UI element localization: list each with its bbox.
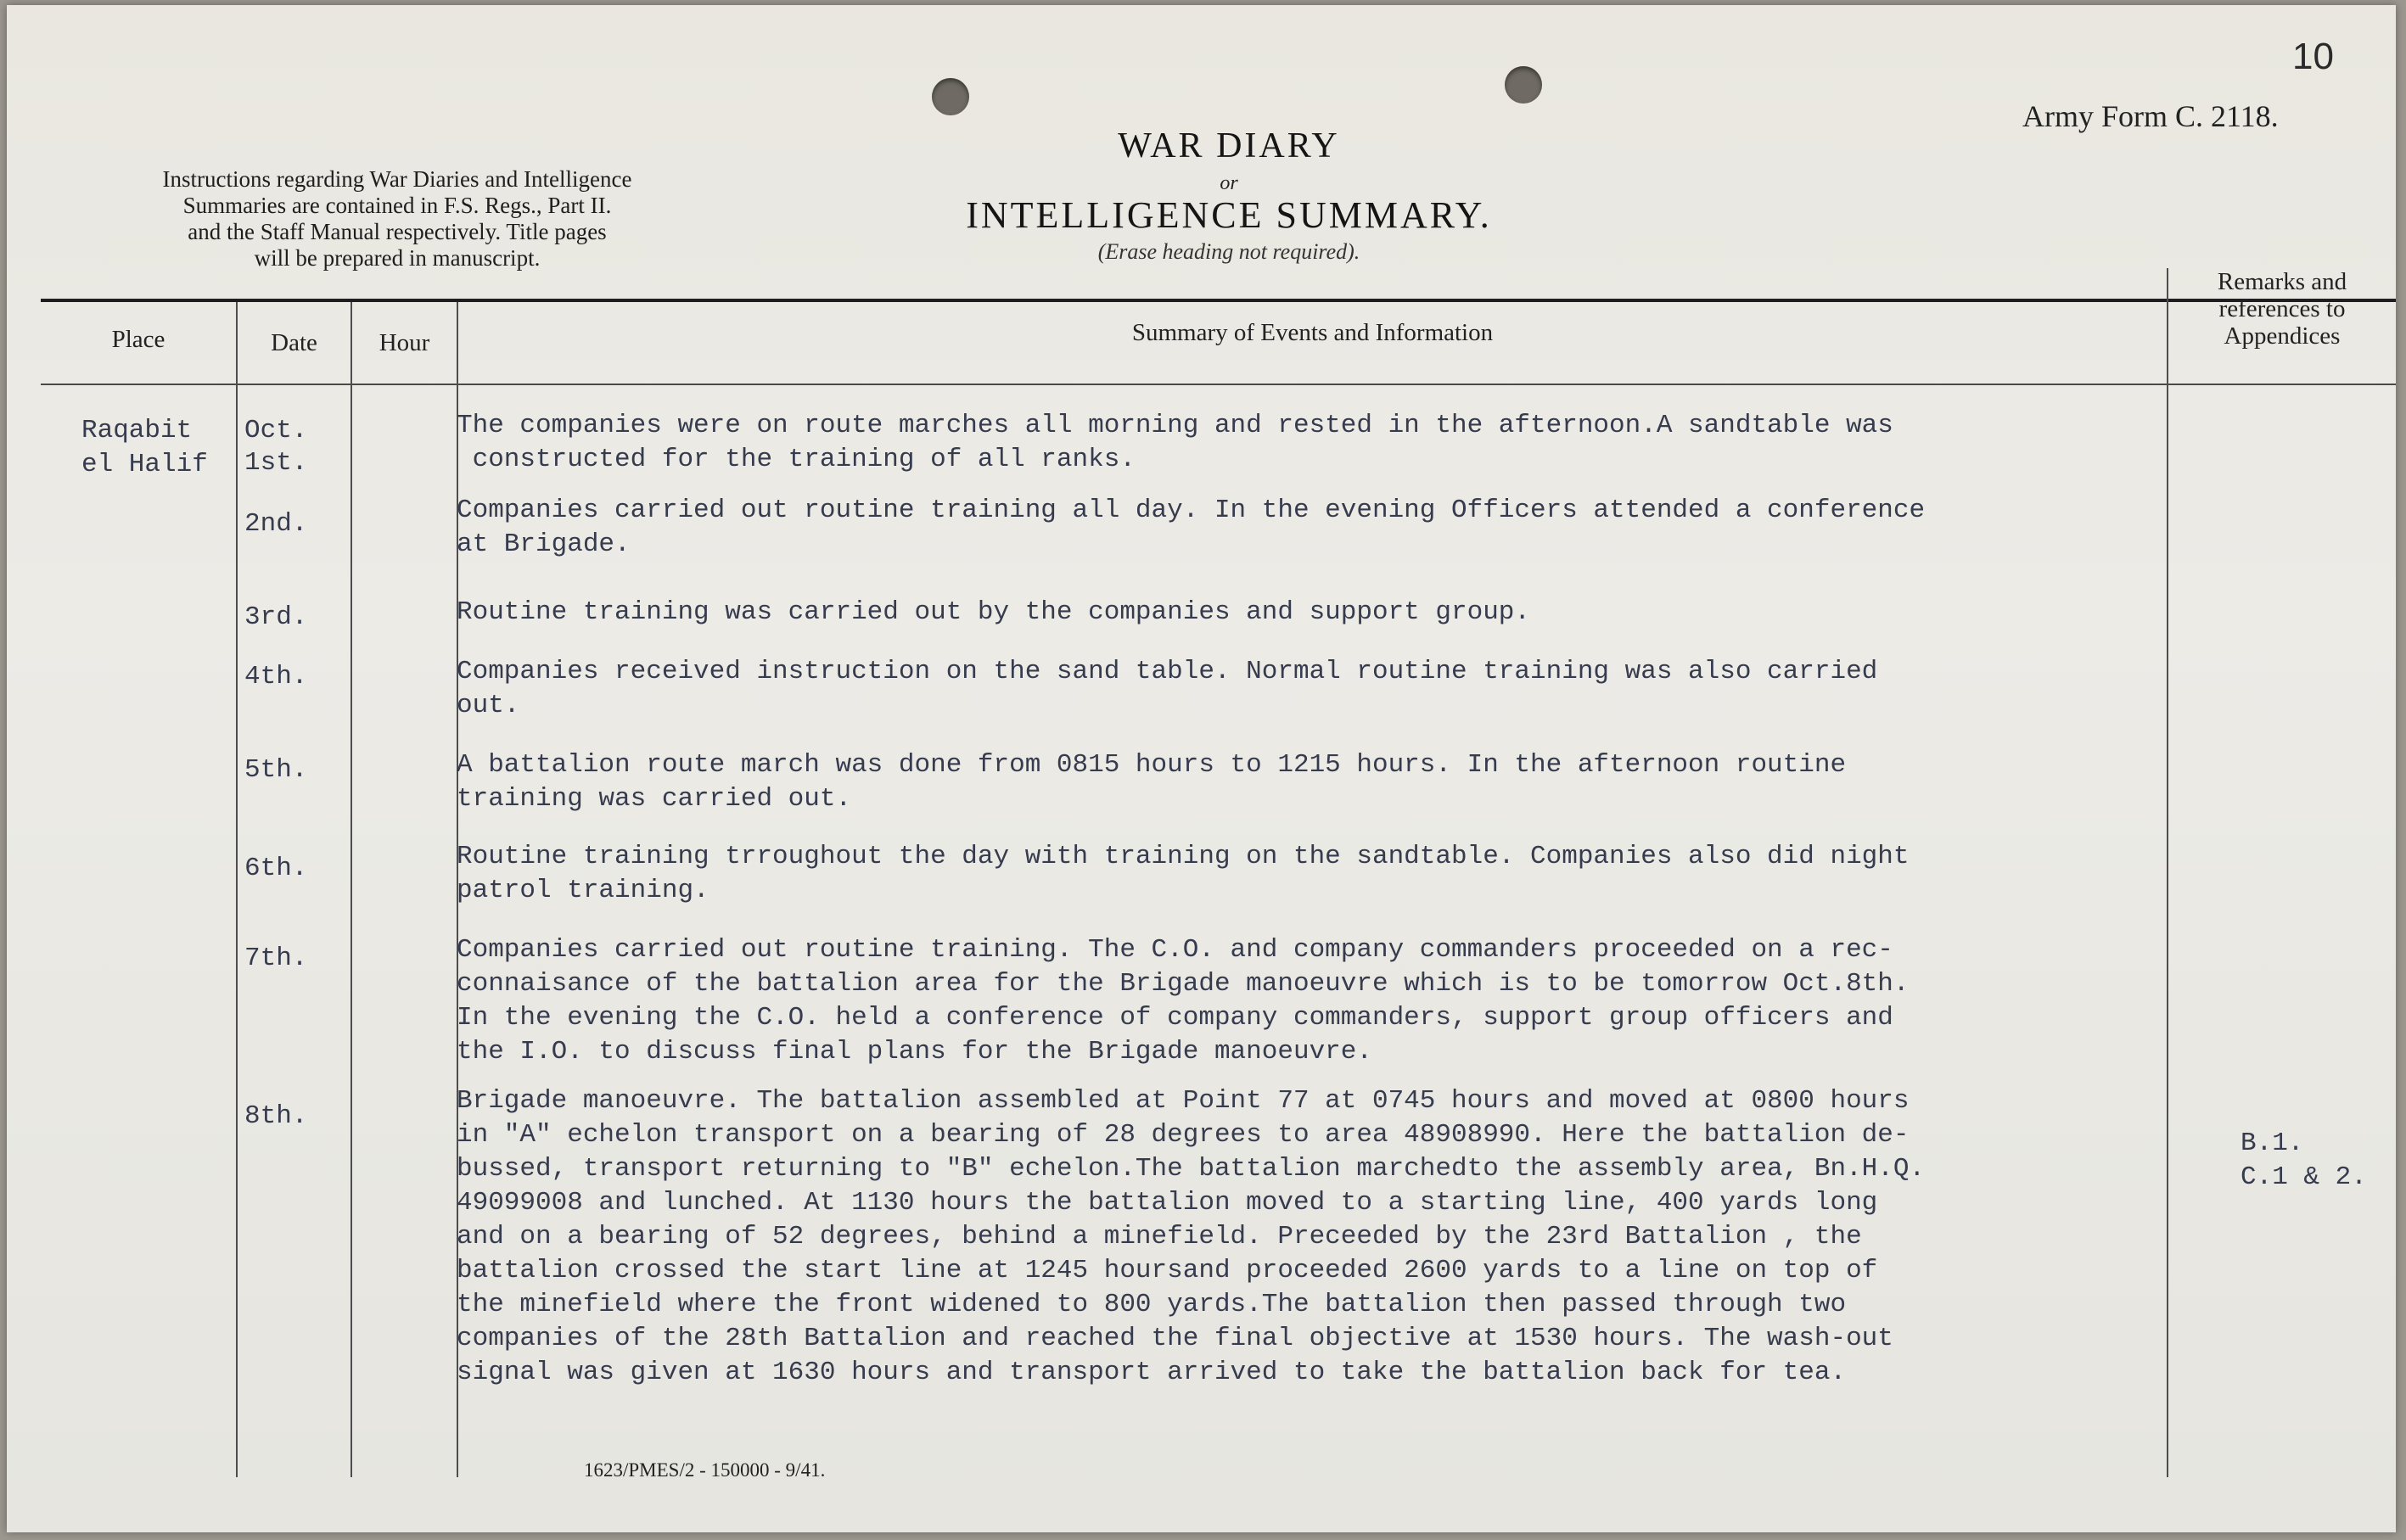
entry-date: 6th. [244,854,308,883]
entry-date: 8th. [244,1101,308,1131]
war-diary-sheet [7,5,2396,1532]
entry-text [457,655,2171,723]
title-note: (Erase heading not required). [1097,239,1360,264]
month-label: Oct. [244,416,308,445]
header-remarks-line: Appendices [2224,322,2341,350]
place-line: el Halif [81,450,208,479]
entry-line: bussed, transport returning to "B" echelon.The battalion marchedto the assembly area, Bn.H.Q. [457,1154,1926,1184]
header-bottom-rule [41,384,2396,385]
header-hour: Hour [379,329,430,356]
entry-text [457,494,2171,562]
entry-line: in "A" echelon transport on a bearing of 28 degrees to area 48908990. Here the battalion de- [457,1120,1910,1150]
place-line: Raqabit [81,416,193,445]
instructions-line: and the Staff Manual respectively. Title pages [188,219,607,244]
entry-line: Companies carried out routine training all day. In the evening Officers attended a conference [457,496,1926,525]
entry-line: A battalion route march was done from 0815 hours to 1215 hours. In the afternoon routine [457,750,1847,780]
entry-line: signal was given at 1630 hours and transport arrived to take the battalion back for tea. [457,1358,1847,1387]
title-or: or [1220,172,1238,194]
header-remarks [2168,268,2396,350]
instructions-block [66,166,728,272]
entry-date: 1st. [244,448,308,478]
header-summary: Summary of Events and Information [1131,319,1494,346]
entry-line: and on a bearing of 52 degrees, behind a minefield. Preceeded by the 23rd Battalion , the [457,1222,1862,1252]
print-code: 1623/PMES/2 - 150000 - 9/41. [584,1459,826,1481]
entry-line: the I.O. to discuss final plans for the Brigade manoeuvre. [457,1037,1372,1067]
entry-line: the minefield where the front widened to 800 yards.The battalion then passed through two [457,1290,1847,1319]
entry-text [457,748,2171,816]
header-place: Place [111,326,165,353]
entry-line: at Brigade. [457,529,631,559]
entry-date: 7th. [244,944,308,973]
remarks-line: C.1 & 2. [2241,1162,2367,1192]
entry-text [457,933,2171,1069]
instructions-line: will be prepared in manuscript. [254,245,541,271]
header-remarks-line: references to [2218,295,2346,322]
entry-line: connaisance of the battalion area for the Brigade manoeuvre which is to be tomorrow Oct.8th. [457,969,1910,999]
entry-line: Brigade manoeuvre. The battalion assembled at Point 77 at 0745 hours and moved at 0800 hours [457,1086,1910,1116]
entry-line: The companies were on route marches all morning and rested in the afternoon.A sandtable was [457,411,1893,440]
entry-line: training was carried out. [457,784,852,814]
army-form-label: Army Form C. 2118. [2022,99,2279,133]
entry-date: 3rd. [244,602,308,632]
remarks-references [2241,1127,2367,1195]
instructions-line: Summaries are contained in F.S. Regs., Part II. [182,193,612,218]
header-date: Date [271,329,317,356]
entry-text [457,596,2171,630]
page-number: 10 [2292,36,2334,77]
entry-date: 2nd. [244,509,308,539]
title-war-diary: WAR DIARY [1118,126,1340,165]
punch-hole-left [932,78,969,115]
entry-date: 5th. [244,755,308,785]
remarks-line: B.1. [2241,1128,2304,1158]
entry-line: In the evening the C.O. held a conference of company commanders, support group officers and [457,1003,1893,1033]
entry-text [457,840,2171,908]
entry-line: companies of the 28th Battalion and reached the final objective at 1530 hours. The wash-out [457,1324,1893,1353]
place-name [81,414,208,482]
header-remarks-line: Remarks and [2217,268,2347,295]
entry-line: Routine training trroughout the day with training on the sandtable. Companies also did night [457,842,1910,871]
entry-line: constructed for the training of all ranks. [457,445,1136,474]
entry-line: 49099008 and lunched. At 1130 hours the battalion moved to a starting line, 400 yards long [457,1188,1878,1218]
entry-text [457,1084,2171,1390]
title-intelligence-summary: INTELLIGENCE SUMMARY. [966,194,1492,236]
entry-line: battalion crossed the start line at 1245 hoursand proceeded 2600 yards to a line on top of [457,1256,1878,1285]
entry-line: patrol training. [457,876,709,905]
entry-date: 4th. [244,662,308,692]
entry-line: Routine training was carried out by the companies and support group. [457,597,1531,627]
column-divider [236,302,238,1477]
entry-line: Companies received instruction on the sand table. Normal routine training was also carried [457,657,1878,686]
column-divider [351,302,352,1477]
instructions-line: Instructions regarding War Diaries and Intelligence [162,166,632,192]
entry-text [457,409,2171,477]
entry-line: Companies carried out routine training. The C.O. and company commanders proceeded on a rec- [457,935,1893,965]
punch-hole-right [1505,66,1542,104]
entry-line: out. [457,691,520,720]
header-top-rule [41,299,2396,302]
